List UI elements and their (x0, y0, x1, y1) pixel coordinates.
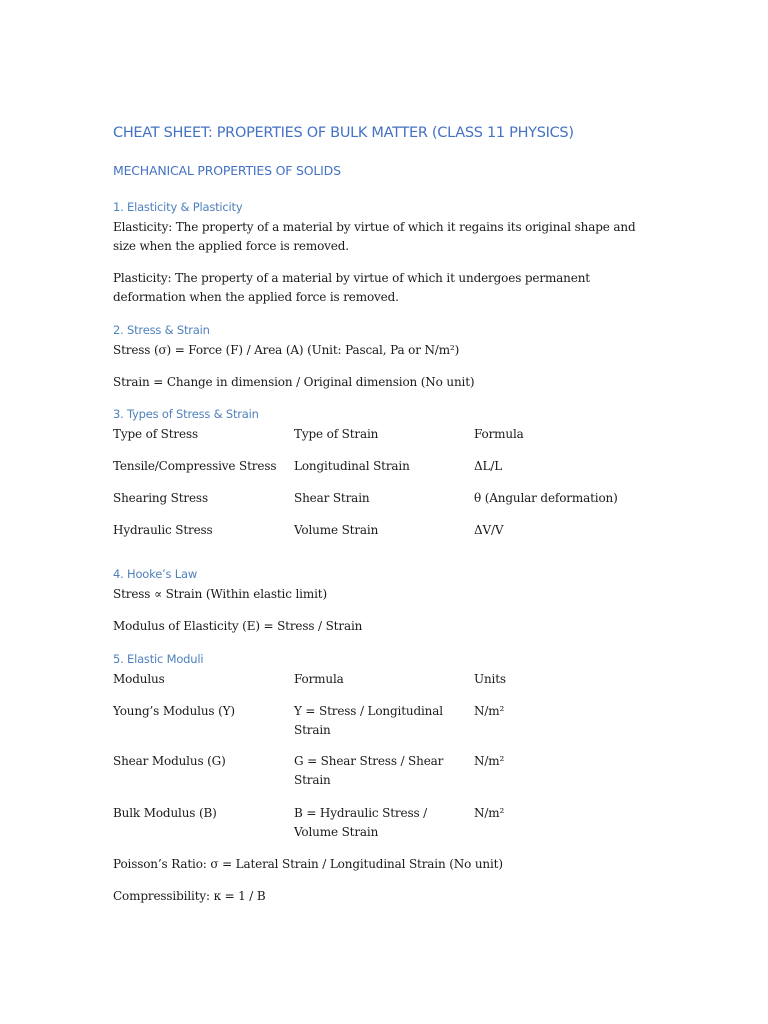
table-cell: Units (474, 672, 506, 686)
table-cell: Type of Strain (294, 427, 379, 441)
heading-hookes-law: 4. Hooke’s Law (113, 567, 198, 581)
table-cell: Modulus (113, 672, 165, 686)
table-cell: Bulk Modulus (B) (113, 806, 217, 820)
table-cell: G = Shear Stress / Shear Strain (294, 754, 444, 787)
table-cell: N/m² (474, 754, 505, 768)
paragraph-plasticity: Plasticity: The property of a material by virtue of which it undergoes permanent deformation when the applied force is removed. (113, 271, 590, 304)
table-cell: N/m² (474, 806, 505, 820)
table-cell: Formula (294, 672, 344, 686)
table-cell: Shear Modulus (G) (113, 754, 226, 768)
page-title: CHEAT SHEET: PROPERTIES OF BULK MATTER (CLASS 11 PHYSICS) (113, 125, 574, 141)
table-cell: Y = Stress / Longitudinal Strain (294, 704, 443, 737)
table-cell: B = Hydraulic Stress / Volume Strain (294, 806, 428, 839)
section-subtitle: MECHANICAL PROPERTIES OF SOLIDS (113, 163, 341, 178)
table-cell: Young’s Modulus (Y) (113, 704, 235, 718)
table-cell: ΔL/L (474, 459, 503, 473)
paragraph-poissons-ratio: Poisson’s Ratio: σ = Lateral Strain / Longitudinal Strain (No unit) (113, 857, 503, 871)
table-cell: Shear Strain (294, 491, 370, 505)
table-cell: Volume Strain (294, 523, 379, 537)
table-cell: Longitudinal Strain (294, 459, 410, 473)
heading-stress-strain: 2. Stress & Strain (113, 323, 210, 337)
paragraph-compressibility: Compressibility: κ = 1 / B (113, 889, 266, 903)
table-cell: N/m² (474, 704, 505, 718)
table-cell: Tensile/Compressive Stress (113, 459, 277, 473)
heading-types-stress-strain: 3. Types of Stress & Strain (113, 407, 259, 421)
paragraph-modulus-elasticity: Modulus of Elasticity (E) = Stress / Strain (113, 619, 363, 633)
paragraph-strain: Strain = Change in dimension / Original dimension (No unit) (113, 375, 475, 389)
table-cell: θ (Angular deformation) (474, 491, 618, 505)
paragraph-hookes-law: Stress ∝ Strain (Within elastic limit) (113, 587, 327, 601)
table-cell: Shearing Stress (113, 491, 208, 505)
paragraph-stress: Stress (σ) = Force (F) / Area (A) (Unit: Pascal, Pa or N/m²) (113, 343, 460, 357)
table-cell: Formula (474, 427, 524, 441)
heading-elasticity-plasticity: 1. Elasticity & Plasticity (113, 200, 243, 214)
table-cell: Hydraulic Stress (113, 523, 213, 537)
table-cell: Type of Stress (113, 427, 198, 441)
table-cell: ΔV/V (474, 523, 504, 537)
paragraph-elasticity: Elasticity: The property of a material by virtue of which it regains its original shape and size when the applied force is removed. (113, 220, 636, 253)
heading-elastic-moduli: 5. Elastic Moduli (113, 652, 204, 666)
